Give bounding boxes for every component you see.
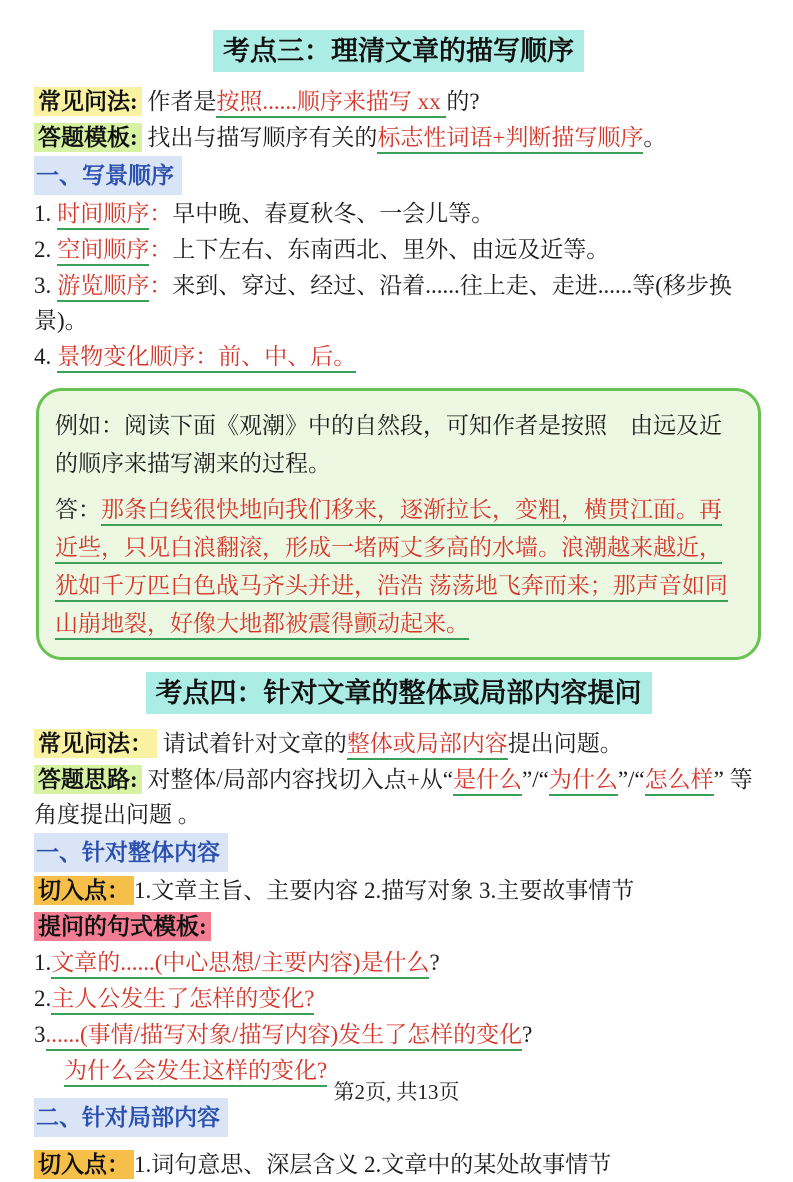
entry-point-label: 切入点：	[34, 876, 134, 905]
item-number: 2.	[34, 237, 52, 262]
example-prompt	[55, 407, 745, 483]
common-question-label: 常见问法：	[34, 729, 157, 758]
text-segment: 作者是	[141, 89, 217, 114]
entry-point-2-line	[34, 1147, 763, 1182]
text-segment: 对整体/局部内容找切入点+从“	[141, 767, 453, 792]
text-segment: 提出问题。	[507, 731, 623, 756]
item-number: 2.	[34, 986, 52, 1011]
section3-common-question-line	[34, 84, 763, 119]
section3-answer-template-line	[34, 120, 763, 155]
question-template-text: 主人公发生了怎样的变化?	[51, 986, 314, 1015]
question-template-2	[34, 981, 763, 1016]
order-term: 空间顺序	[57, 237, 149, 266]
text-segment: ”/“	[522, 767, 549, 792]
subheading-partial-content: 二、针对局部内容	[34, 1098, 228, 1137]
sentence-template-label-line	[34, 909, 763, 944]
answer-label: 答：	[55, 497, 101, 522]
order-item-1	[34, 196, 763, 231]
section3-title: 考点三：理清文章的描写顺序	[213, 30, 584, 72]
text-segment: 找出与描写顺序有关的	[141, 125, 378, 150]
question-template-1	[34, 945, 763, 980]
common-question-label: 常见问法:	[34, 87, 142, 116]
page-indicator: 第2页, 共13页	[333, 1080, 460, 1104]
order-item-2	[34, 232, 763, 267]
entry-point-text: 1.文章主旨、主要内容 2.描写对象 3.主要故事情节	[134, 878, 635, 903]
section4-common-question-line	[34, 726, 763, 761]
section4-answer-approach-line	[34, 762, 763, 832]
subheading-whole-content: 一、针对整体内容	[34, 833, 228, 872]
section4-title: 考点四：针对文章的整体或局部内容提问	[146, 672, 652, 714]
section3-title-row	[34, 30, 763, 72]
underlined-answer-phrase: 整体或局部内容	[347, 731, 508, 760]
question-template-text: 文章的......(中心思想/主要内容)是什么	[51, 950, 429, 979]
example-prompt-text: 例如：阅读下面《观潮》中的自然段，可知作者是按照 由远及近 的顺序来描写潮来的过程。	[55, 413, 745, 476]
question-template-text: 为什么会发生这样的变化?	[64, 1058, 327, 1087]
underlined-question-word: 为什么	[549, 767, 618, 796]
text-segment: ” 等角度提出问题 。	[34, 767, 753, 827]
text-segment: 请试着针对文章的	[157, 731, 347, 756]
term-colon: ：	[149, 273, 173, 298]
term-colon: ：	[149, 237, 173, 262]
question-template-3	[34, 1017, 763, 1052]
underlined-question-word: 怎么样	[645, 767, 714, 796]
entry-point-1-line	[34, 873, 763, 908]
term-colon: ：	[149, 201, 173, 226]
answer-passage: 那条白线很快地向我们移来，逐渐拉长，变粗，横贯江面。再近些，只见白浪翻滚，形成一堵两丈多高的水墙。浪潮越来越近，犹如千万匹白色战马齐头并进，浩浩 荡荡地飞奔而来；那声音如同山崩地裂，好像大地都被震得颤动起来。	[55, 497, 728, 640]
text-segment: ”/“	[617, 767, 645, 792]
example-answer	[55, 491, 738, 643]
answer-approach-label: 答题思路:	[34, 765, 142, 794]
section4-subheading1-line	[34, 833, 763, 872]
order-item-3	[34, 268, 763, 338]
order-item-4	[34, 339, 763, 374]
subheading-scenery-order: 一、写景顺序	[34, 156, 182, 195]
text-segment: 。	[643, 125, 667, 150]
underlined-answer-phrase: 标志性词语+判断描写顺序	[377, 125, 643, 154]
underlined-answer-phrase: 按照......顺序来描写 xx	[216, 89, 446, 118]
section4-title-row	[34, 672, 763, 714]
order-term: 游览顺序	[57, 273, 149, 302]
entry-point-text: 1.词句意思、深层含义 2.文章中的某处故事情节	[134, 1152, 612, 1177]
item-number: 3.	[34, 273, 52, 298]
item-number: 3	[34, 1022, 46, 1047]
sentence-template-label: 提问的句式模板:	[34, 912, 211, 941]
answer-template-label: 答题模板:	[34, 123, 142, 152]
order-desc: 上下左右、东南西北、里外、由远及近等。	[172, 237, 610, 262]
text-segment: 的?	[446, 89, 480, 114]
item-number: 1.	[34, 950, 52, 975]
example-box	[36, 388, 761, 660]
item-number: 4.	[34, 344, 52, 369]
underlined-question-word: 是什么	[453, 767, 522, 796]
text-segment: ?	[429, 950, 440, 975]
order-desc: 早中晚、春夏秋冬、一会儿等。	[172, 201, 495, 226]
text-segment: ?	[522, 1022, 533, 1047]
page-number-footer	[0, 1076, 793, 1106]
order-term: 时间顺序	[57, 201, 149, 230]
section3-subheading-line	[34, 156, 763, 195]
question-template-text: ......(事情/描写对象/描写内容)发生了怎样的变化	[46, 1022, 523, 1051]
entry-point-label: 切入点：	[34, 1150, 134, 1179]
item-number: 1.	[34, 201, 52, 226]
order-desc: 来到、穿过、经过、沿着......往上走、走进......等(移步换景)。	[34, 273, 732, 333]
order-term: 景物变化顺序：前、中、后。	[57, 344, 356, 373]
